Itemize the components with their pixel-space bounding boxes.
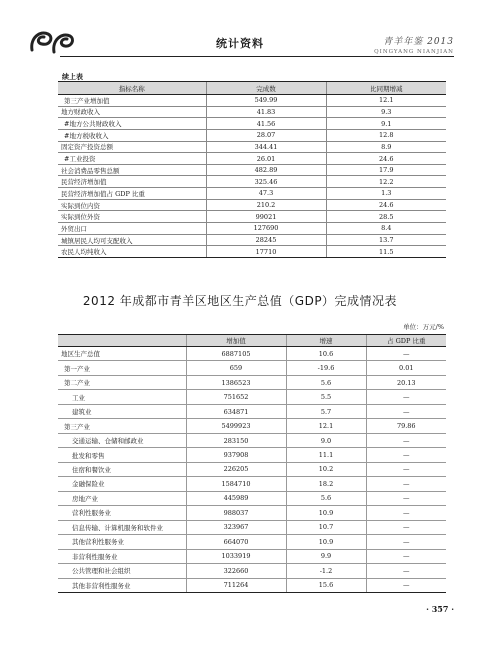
cell-value: 41.83 [206,106,326,118]
table-row [58,129,446,141]
row-label: 交通运输、仓储和邮政业 [58,433,186,447]
table-row [58,404,446,418]
row-label: 城镇居民人均可支配收入 [58,234,206,246]
cell-share: 79.86 [366,419,446,433]
table-row [58,234,446,246]
cell-growth: -19.6 [286,361,366,375]
cell-share: — [366,347,446,361]
table-header-row [58,335,446,347]
brand-english: QINGYANG NIANJIAN [374,49,454,55]
cell-change: 9.3 [326,106,446,118]
cell-change: 8.9 [326,141,446,153]
row-label: 金融保险业 [58,477,186,491]
cell-value: 711264 [186,578,286,592]
cell-growth: 5.7 [286,404,366,418]
table-row [58,506,446,520]
cell-change: 9.1 [326,118,446,130]
cell-value: 28.07 [206,129,326,141]
table-header-row [58,82,446,95]
row-label: 其他营利性服务业 [58,535,186,549]
cell-change: 1.3 [326,188,446,200]
column-header [58,335,186,347]
cell-value: 344.41 [206,141,326,153]
row-label: 地区生产总值 [58,347,186,361]
row-label: 房地产业 [58,491,186,505]
cell-value: 937908 [186,448,286,462]
cell-change: 24.6 [326,153,446,165]
cell-value: 482.89 [206,164,326,176]
cell-growth: 5.6 [286,375,366,389]
table-row [58,118,446,130]
cell-share: — [366,506,446,520]
cell-growth: 10.9 [286,535,366,549]
cell-value: 210.2 [206,199,326,211]
cell-share: — [366,520,446,534]
cell-value: 226205 [186,462,286,476]
cell-growth: 10.6 [286,347,366,361]
cell-value: 26.01 [206,153,326,165]
table-row [58,188,446,200]
cell-value: 988037 [186,506,286,520]
cell-share: — [366,491,446,505]
table-row [58,419,446,433]
cell-value: 1584710 [186,477,286,491]
cell-growth: 9.9 [286,549,366,563]
cell-change: 28.5 [326,211,446,223]
row-label: 非营利性服务业 [58,549,186,563]
column-header: 指标名称 [58,82,206,95]
cell-growth: -1.2 [286,564,366,578]
cell-change: 24.6 [326,199,446,211]
cell-share: — [366,578,446,592]
row-label: 民营经济增加值占 GDP 比重 [58,188,206,200]
row-label: 第二产业 [58,375,186,389]
cell-value: 5499923 [186,419,286,433]
table-row [58,223,446,235]
row-label: 建筑业 [58,404,186,418]
cell-change: 17.9 [326,164,446,176]
cell-growth: 15.6 [286,578,366,592]
cell-share: — [366,462,446,476]
indicator-table [58,81,446,258]
row-label: 信息传输、计算机服务和软件业 [58,520,186,534]
column-header: 占 GDP 比重 [366,335,446,347]
table-row [58,578,446,592]
cell-value: 634871 [186,404,286,418]
cell-share: — [366,549,446,563]
table-row [58,164,446,176]
row-label: 住宿和餐饮业 [58,462,186,476]
table-row [58,375,446,389]
column-header: 完成数 [206,82,326,95]
cell-value: 751652 [186,390,286,404]
brand-chinese: 青羊年鉴 2013 [383,37,454,47]
cell-value: 659 [186,361,286,375]
cell-share: — [366,535,446,549]
page-number: · 357 · [426,604,454,614]
cell-growth: 18.2 [286,477,366,491]
row-label: 实际到位内资 [58,199,206,211]
cell-growth: 10.7 [286,520,366,534]
cell-share: — [366,390,446,404]
cell-value: 47.3 [206,188,326,200]
row-label: 社会消费品零售总额 [58,164,206,176]
cell-growth: 9.0 [286,433,366,447]
cell-growth: 10.2 [286,462,366,476]
cell-value: 323967 [186,520,286,534]
row-label: 工业 [58,390,186,404]
column-header: 增速 [286,335,366,347]
cell-value: 445989 [186,491,286,505]
table-row [58,564,446,578]
cell-change: 12.8 [326,129,446,141]
row-label: 营利性服务业 [58,506,186,520]
cell-value: 17710 [206,246,326,258]
table-row [58,246,446,258]
cell-value: 99021 [206,211,326,223]
cell-growth: 5.5 [286,390,366,404]
row-label: 外贸出口 [58,223,206,235]
cell-value: 325.46 [206,176,326,188]
cell-value: 322660 [186,564,286,578]
table-row [58,95,446,107]
cell-change: 11.5 [326,246,446,258]
table-row [58,520,446,534]
cell-value: 41.56 [206,118,326,130]
table-row [58,549,446,563]
cell-change: 8.4 [326,223,446,235]
row-label: 固定资产投资总额 [58,141,206,153]
table-row [58,491,446,505]
table-row [58,361,446,375]
row-label: 农民人均纯收入 [58,246,206,258]
cell-share: — [366,433,446,447]
table-row [58,433,446,447]
row-label: 民营经济增加值 [58,176,206,188]
row-label: #地方公共财政收入 [58,118,206,130]
row-label: #地方税收收入 [58,129,206,141]
row-label: #工业投资 [58,153,206,165]
gdp-table [58,334,446,593]
cell-value: 1386523 [186,375,286,389]
continued-label: 续上表 [62,72,83,81]
table-row [58,347,446,361]
column-header: 增加值 [186,335,286,347]
table-row [58,535,446,549]
row-label: 第三产业增加值 [58,95,206,107]
header-rule [60,56,454,57]
table-row [58,477,446,491]
cell-value: 283150 [186,433,286,447]
row-label: 实际到位外资 [58,211,206,223]
cell-growth: 10.9 [286,506,366,520]
cell-value: 127690 [206,223,326,235]
cell-value: 6887105 [186,347,286,361]
table-row [58,199,446,211]
column-header: 比同期增减 [326,82,446,95]
cell-growth: 12.1 [286,419,366,433]
cell-share: — [366,448,446,462]
cell-share: — [366,477,446,491]
cell-growth: 11.1 [286,448,366,462]
table-row [58,176,446,188]
cell-share: — [366,404,446,418]
row-label: 第三产业 [58,419,186,433]
cell-value: 549.99 [206,95,326,107]
table-row [58,211,446,223]
cell-change: 13.7 [326,234,446,246]
section-title: 统计资料 [216,37,264,50]
table-row [58,153,446,165]
table-row [58,141,446,153]
cell-growth: 5.6 [286,491,366,505]
table-row [58,390,446,404]
cell-share: — [366,564,446,578]
cell-value: 664070 [186,535,286,549]
row-label: 公共管理和社会组织 [58,564,186,578]
gdp-table-title: 2012 年成都市青羊区地区生产总值（GDP）完成情况表 [82,294,398,308]
unit-label: 单位：万元/% [403,323,444,331]
row-label: 第一产业 [58,361,186,375]
table-row [58,448,446,462]
cell-value: 1033919 [186,549,286,563]
yearbook-brand [374,34,454,55]
table-row [58,106,446,118]
row-label: 地方财政收入 [58,106,206,118]
cell-change: 12.2 [326,176,446,188]
cell-value: 28245 [206,234,326,246]
row-label: 批发和零售 [58,448,186,462]
cell-change: 12.1 [326,95,446,107]
cell-share: 20.13 [366,375,446,389]
cell-share: 0.01 [366,361,446,375]
table-row [58,462,446,476]
row-label: 其他非营利性服务业 [58,578,186,592]
